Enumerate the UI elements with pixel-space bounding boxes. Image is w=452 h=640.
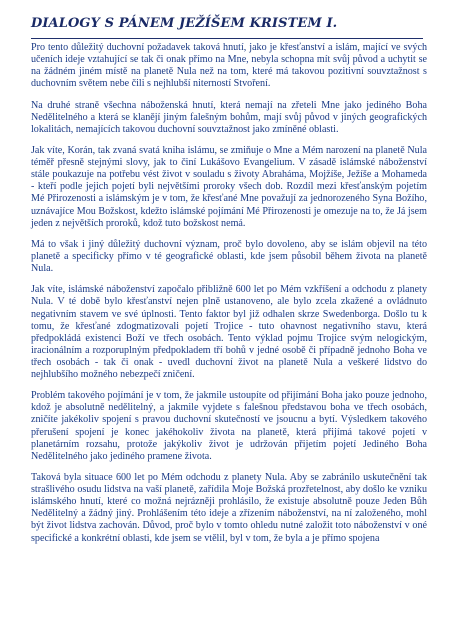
paragraph: Taková byla situace 600 let po Mém odchodu z planety Nula. Aby se zabránilo uskutečnění tak strašlivého osudu lidstva na vaší planetě, zařídila Moje Božská prozřetelnost, aby došlo ke vzniku islámského hnutí, které co možná nejrázněji prohlásilo, že existuje absolutně pouze Jeden Bůh Nedělitelný a žádný jiný. Prohlášením této ideje a zřízením náboženství, na ní založeného, mohl být život lidstva zachován. Důvod, proč bylo v tomto ohledu nutné založit toto náboženství v oné specifické a konkrétní oblasti, kde jsem se vtělil, byl v tom, že byla a je přímo spojena [31, 472, 427, 544]
paragraph: Na druhé straně všechna náboženská hnutí, která nemají na zřeteli Mne jako jediného Boha Nedělitelného a která se klanějí jiným falešným bohům, mají svůj původ v jiných geografických lokalitách, nemajících takovou duchovní souvztažnost jako zmíněné oblasti. [31, 99, 427, 135]
body-text [31, 42, 427, 554]
paragraph: Jak víte, Korán, tak zvaná svatá kniha islámu, se zmiňuje o Mne a Mém narození na planetě Nula téměř přesně stejnými slovy, jak to činí Lukášovo Evangelium. V zásadě islámské náboženství stále poukazuje na potřebu vést život v souladu s životy Abraháma, Mojžíše, Ježíše a Mohameda - kteří podle jejich pojetí byli největšími proroky všech dob. Rozdíl mezi křesťanským pojetím Mé Přirozenosti a islámským je v tom, že křesťané Mne považují za jednorozeného Syna Božího, uznávajíce Mou Božskost, kdežto islámské pojímání Mé Přirozenosti je omezuje na to, že Já jsem jeden z největších proroků, kdož tuto božskost nemá. [31, 145, 427, 229]
paragraph: Problém takového pojímání je v tom, že jakmile ustoupíte od přijímání Boha jako pouze jednoho, kdož je absolutně nedělitelný, a jakmile vyjdete s falešnou představou boha ve třech osobách, zničíte jakékoliv spojení s pravou duchovní skutečností ve jsoucnu a bytí. Výsledkem takového přerušení spojení je konec jakéhokoliv života na planetě, která přijímá takové pojetí v planetárním rozsahu, protože jakýkoliv život je udržován přijetím pojetí Jediného Boha Nedělitelného jako jediného pramene života. [31, 390, 427, 462]
page-header [31, 10, 423, 39]
paragraph: Pro tento důležitý duchovní požadavek taková hnutí, jako je křesťanství a islám, mající ve svých učeních ideje vztahující se tak či onak přímo na Mne, nebyla schopna mít svůj původ a uchytit se na žádném jiném místě na planetě Nula než na tom, které má takovou pozitivní souvztažnost s duchovním světem nebe čili s nejhlubší niterností Stvoření. [31, 42, 427, 90]
page-title: DIALOGY S PÁNEM JEŽÍŠEM KRISTEM I. [31, 16, 338, 31]
paragraph: Jak víte, islámské náboženství započalo přibližně 600 let po Mém vzkříšení a odchodu z planety Nula. V té době bylo křesťanství nejen plně ustanoveno, ale bylo zcela zkažené a ovládnuto negativním stavem ve své úplnosti. Tento faktor byl již odhalen skrze Swedenborga. Došlo tu k tomu, že křesťané zdogmatizovali pojetí Trojice - tuto ohavnost negativního stavu, která předpokládá existenci Boží ve třech osobách. Tento výklad pojmu Trojice svým nelogickým, iracionálním a rozporuplným předpokladem tří bohů v jedné osobě či případně jednoho Boha ve třech osobách - tak či onak - uvedl duchovní život na planetě Nula a veškeré lidstvo do nejhlubšího možného nebezpečí zničení. [31, 284, 427, 380]
paragraph: Má to však i jiný důležitý duchovní význam, proč bylo dovoleno, aby se islám objevil na této planetě a specificky přímo v té geografické oblasti, kde jsem působil během života na planetě Nula. [31, 238, 427, 275]
